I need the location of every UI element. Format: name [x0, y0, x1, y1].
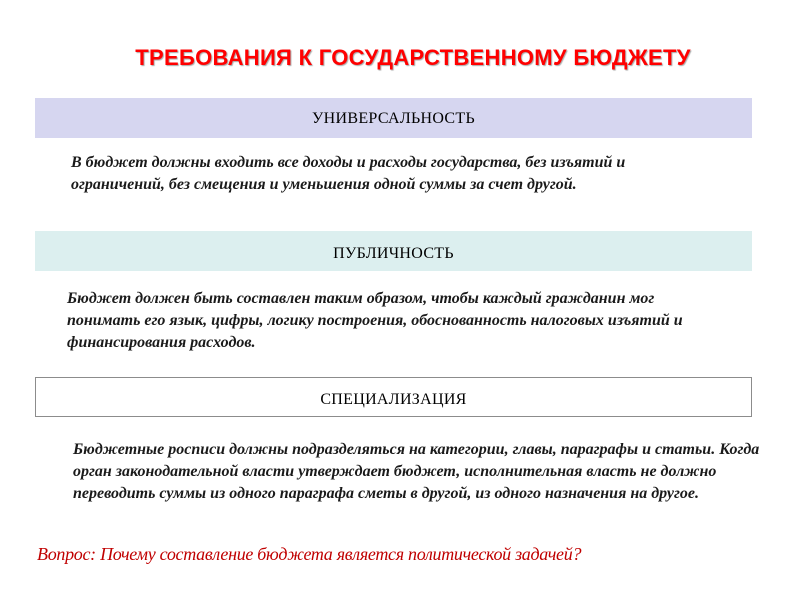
discussion-question: Вопрос: Почему составление бюджета является политической задачей? [37, 544, 582, 564]
slide-title: ТРЕБОВАНИЯ К ГОСУДАРСТВЕННОМУ БЮДЖЕТУ [135, 45, 691, 70]
section-text-specialization: Бюджетные росписи должны подразделяться на категории, главы, параграфы и статьи. Когда орган законодательной власти утверждает бюджет, исполнительная власть не должно переводить суммы из одного параграфа сметы в другой, из одного назначения на другое. [73, 441, 760, 502]
section-heading-publicity: ПУБЛИЧНОСТЬ [35, 231, 752, 271]
section-text-publicity: Бюджет должен быть составлен таким образом, чтобы каждый гражданин мог понимать его язык, цифры, логику построения, обоснованность налоговых изъятий и финансирования расходов. [67, 290, 683, 351]
section-heading-universality: УНИВЕРСАЛЬНОСТЬ [35, 98, 752, 138]
section-heading-specialization: СПЕЦИАЛИЗАЦИЯ [35, 377, 752, 417]
section-text-universality: В бюджет должны входить все доходы и расходы государства, без изъятий и ограничений, без смещения и уменьшения одной суммы за счет другой. [71, 154, 626, 193]
